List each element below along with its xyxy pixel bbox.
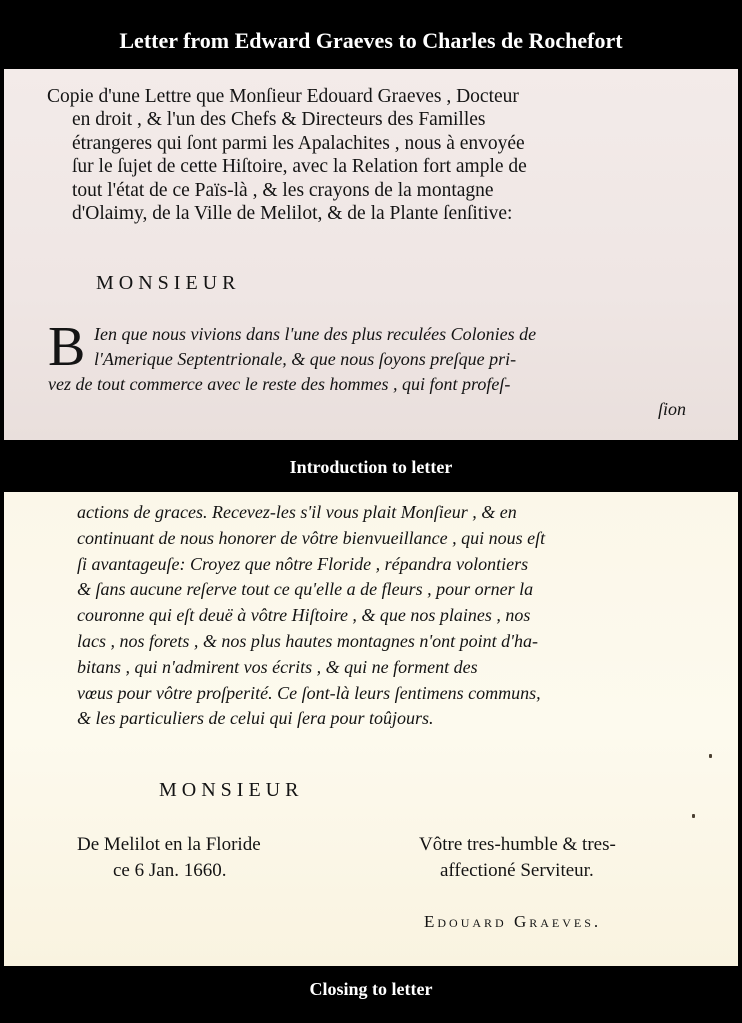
body-line: actions de graces. Recevez-les s'il vous plait Monſieur , & en (77, 502, 517, 522)
body-line: & ſans aucune reſerve tout ce qu'elle a de fleurs , pour orner la (77, 579, 534, 600)
heading-line: ſur le ſujet de cette Hiſtoire, avec la Relation fort ample de (72, 156, 527, 178)
closing-excerpt-image (4, 492, 738, 966)
heading-line: Copie d'une Lettre que Monſieur Edouard Graeves , Docteur (47, 86, 519, 107)
date-line: ce 6 Jan. 1660. (113, 860, 227, 881)
closing-body (77, 500, 697, 732)
body-line: Ien que nous vivions dans l'une des plus reculées Colonies de (94, 324, 537, 344)
introduction-excerpt-image (4, 69, 738, 440)
intro-body (48, 322, 698, 422)
body-line: ſion (657, 399, 686, 419)
ink-speck (709, 754, 712, 758)
introduction-caption: Introduction to letter (289, 457, 453, 477)
body-line: vez de tout commerce avec le reste des hommes , qui font profeſ- (48, 374, 511, 394)
heading-line: en droit , & l'un des Chefs & Directeurs des Familles (72, 109, 486, 131)
heading-line: d'Olaimy, de la Ville de Melilot, & de la Plante ſenſitive: (72, 203, 513, 225)
body-line: couronne qui eſt deuë à vôtre Hiſtoire , & que nos plaines , nos (77, 605, 531, 626)
closing-salutation: MONSIEUR (159, 779, 304, 801)
signature: Edouard Graeves. (424, 912, 602, 931)
place-line: De Melilot en la Floride (77, 834, 261, 855)
heading-line: étrangeres qui ſont parmi les Apalachites , nous à envoyée (72, 132, 525, 154)
signoff-line: Vôtre tres-humble & tres- (419, 834, 616, 855)
body-line: l'Amerique Septentrionale, & que nous ſoyons preſque pri- (94, 349, 517, 369)
drop-cap: B (48, 316, 86, 378)
body-line: & les particuliers de celui qui ſera pour toûjours. (77, 708, 434, 729)
body-line: vœus pour vôtre proſperité. Ce ſont-là leurs ſentimens communs, (77, 682, 541, 703)
salutation: MONSIEUR (96, 272, 241, 294)
closing-caption: Closing to letter (309, 979, 433, 999)
letter-heading (47, 85, 687, 225)
body-line: ſi avantageuſe: Croyez que nôtre Floride , répandra volontiers (77, 553, 529, 574)
signoff-line: affectioné Serviteur. (440, 860, 594, 881)
body-line: continuant de nous honorer de vôtre bienvueillance , qui nous eſt (77, 527, 546, 548)
ink-speck (692, 814, 695, 818)
heading-line: tout l'état de ce Païs-là , & les crayons de la montagne (72, 179, 494, 201)
body-line: bitans , qui n'admirent vos écrits , & qui ne forment des (77, 656, 478, 677)
place-and-date (77, 832, 261, 884)
body-line: lacs , nos forets , & nos plus hautes montagnes n'ont point d'ha- (77, 630, 539, 651)
sign-off (419, 832, 616, 884)
page-title: Letter from Edward Graeves to Charles de Rochefort (119, 28, 623, 53)
